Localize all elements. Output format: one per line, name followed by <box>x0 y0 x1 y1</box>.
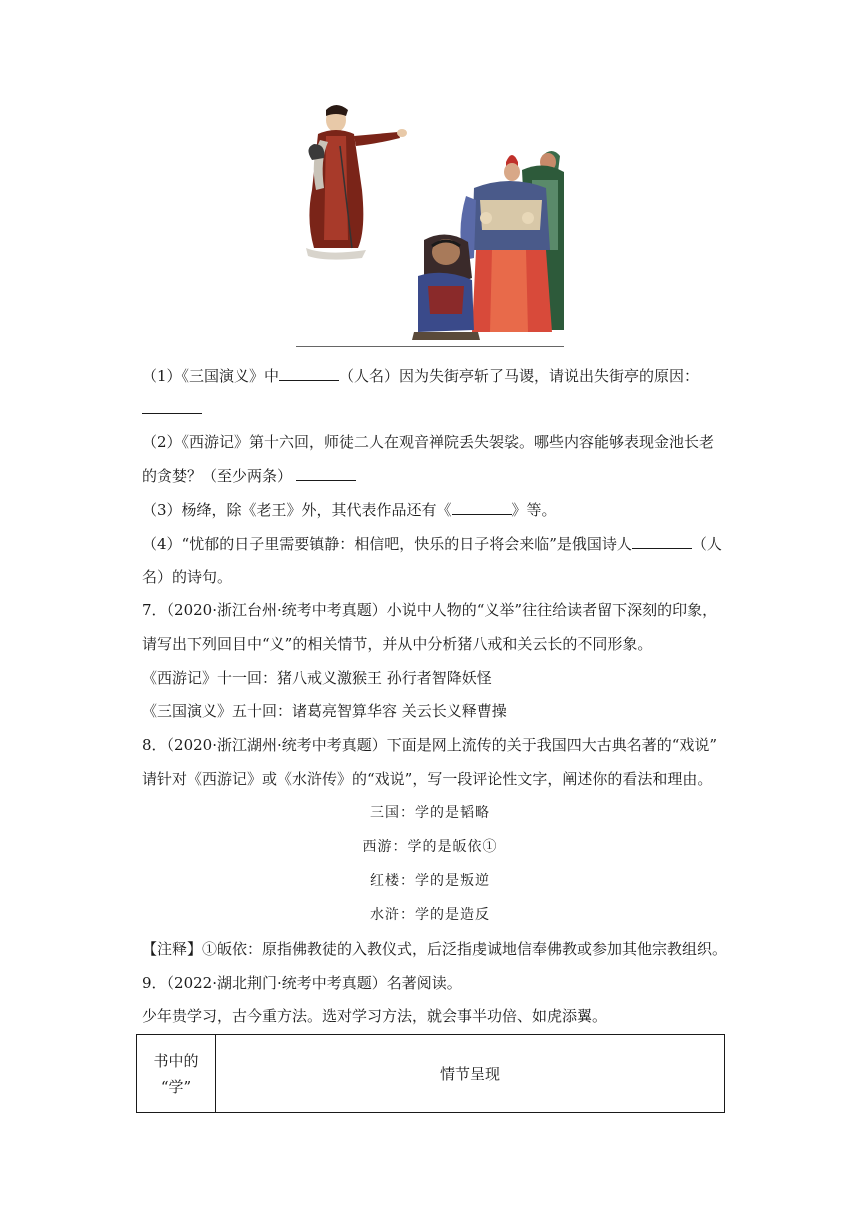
table-header-learn <box>137 1035 216 1113</box>
illustration-underline <box>296 346 564 347</box>
learning-table <box>136 1034 725 1113</box>
question-6-4-line1 <box>142 533 722 554</box>
table-row <box>137 1035 725 1113</box>
question-6-2-prefix: 的贪婪？（至少两条） <box>142 467 293 485</box>
answer-blank[interactable] <box>296 465 356 481</box>
table-header-plot: 情节呈现 <box>216 1035 725 1113</box>
question-6-1-answer-line <box>142 398 202 419</box>
question-7-line2: 请写出下列回目中“义”的相关情节，并从中分析猪八戒和关云长的不同形象。 <box>142 635 653 653</box>
strategist-figure <box>306 105 407 260</box>
question-6-4-suffix: （人 <box>691 535 722 553</box>
question-6-4-line2: 名）的诗句。 <box>142 568 233 586</box>
generals-group <box>412 151 564 340</box>
answer-blank[interactable] <box>142 398 202 414</box>
saying-three-kingdoms: 三国：学的是韬略 <box>370 805 490 821</box>
question-6-3-suffix: 》等。 <box>511 501 557 519</box>
question-6-2-line1: （2）《西游记》第十六回，师徒二人在观音禅院丢失袈裟。哪些内容能够表现金池长老 <box>142 433 715 451</box>
question-6-3 <box>142 499 557 520</box>
question-8-note: 【注释】①皈依：原指佛教徒的入教仪式，后泛指虔诚地信奉佛教或参加其他宗教组织。 <box>142 940 728 958</box>
table-header-learn-line1: 书中的 <box>153 1051 199 1070</box>
answer-blank[interactable] <box>279 365 339 381</box>
question-9-line1: 9．（2022·湖北荆门·统考中考真题）名著阅读。 <box>142 974 462 992</box>
question-7-line1: 7．（2020·浙江台州·统考中考真题）小说中人物的“义举”往往给读者留下深刻的印象， <box>142 601 718 619</box>
saying-water-margin: 水浒：学的是造反 <box>370 907 490 923</box>
answer-blank[interactable] <box>632 533 692 549</box>
question-7-line4: 《三国演义》五十回：诸葛亮智算华容 关云长义释曹操 <box>142 702 507 720</box>
question-8-line2: 请针对《西游记》或《水浒传》的“戏说”，写一段评论性文字，阐述你的看法和理由。 <box>142 770 713 788</box>
saying-journey-west: 西游：学的是皈依① <box>362 839 498 855</box>
question-6-2-line2 <box>142 465 356 486</box>
answer-blank[interactable] <box>452 499 512 515</box>
question-7-line3: 《西游记》十一回：猪八戒义激猴王 孙行者智降妖怪 <box>142 669 492 687</box>
three-kingdoms-figures-illustration <box>296 100 564 344</box>
question-8-line1: 8．（2020·浙江湖州·统考中考真题）下面是网上流传的关于我国四大古典名著的“戏说” <box>142 736 718 754</box>
question-6-4-prefix: （4）“忧郁的日子里需要镇静：相信吧，快乐的日子将会来临”是俄国诗人 <box>142 535 632 553</box>
question-9-line2: 少年贵学习，古今重方法。选对学习方法，就会事半功倍、如虎添翼。 <box>142 1007 608 1025</box>
question-6-1 <box>142 365 699 386</box>
question-6-3-prefix: （3）杨绛，除《老王》外，其代表作品还有《 <box>142 501 452 519</box>
question-6-1-prefix: （1）《三国演义》中 <box>142 367 280 385</box>
table-header-learn-line2: “学” <box>160 1077 192 1096</box>
question-6-1-suffix: （人名）因为失街亭斩了马谡，请说出失街亭的原因： <box>339 367 700 385</box>
saying-red-mansion: 红楼：学的是叛逆 <box>370 873 490 889</box>
